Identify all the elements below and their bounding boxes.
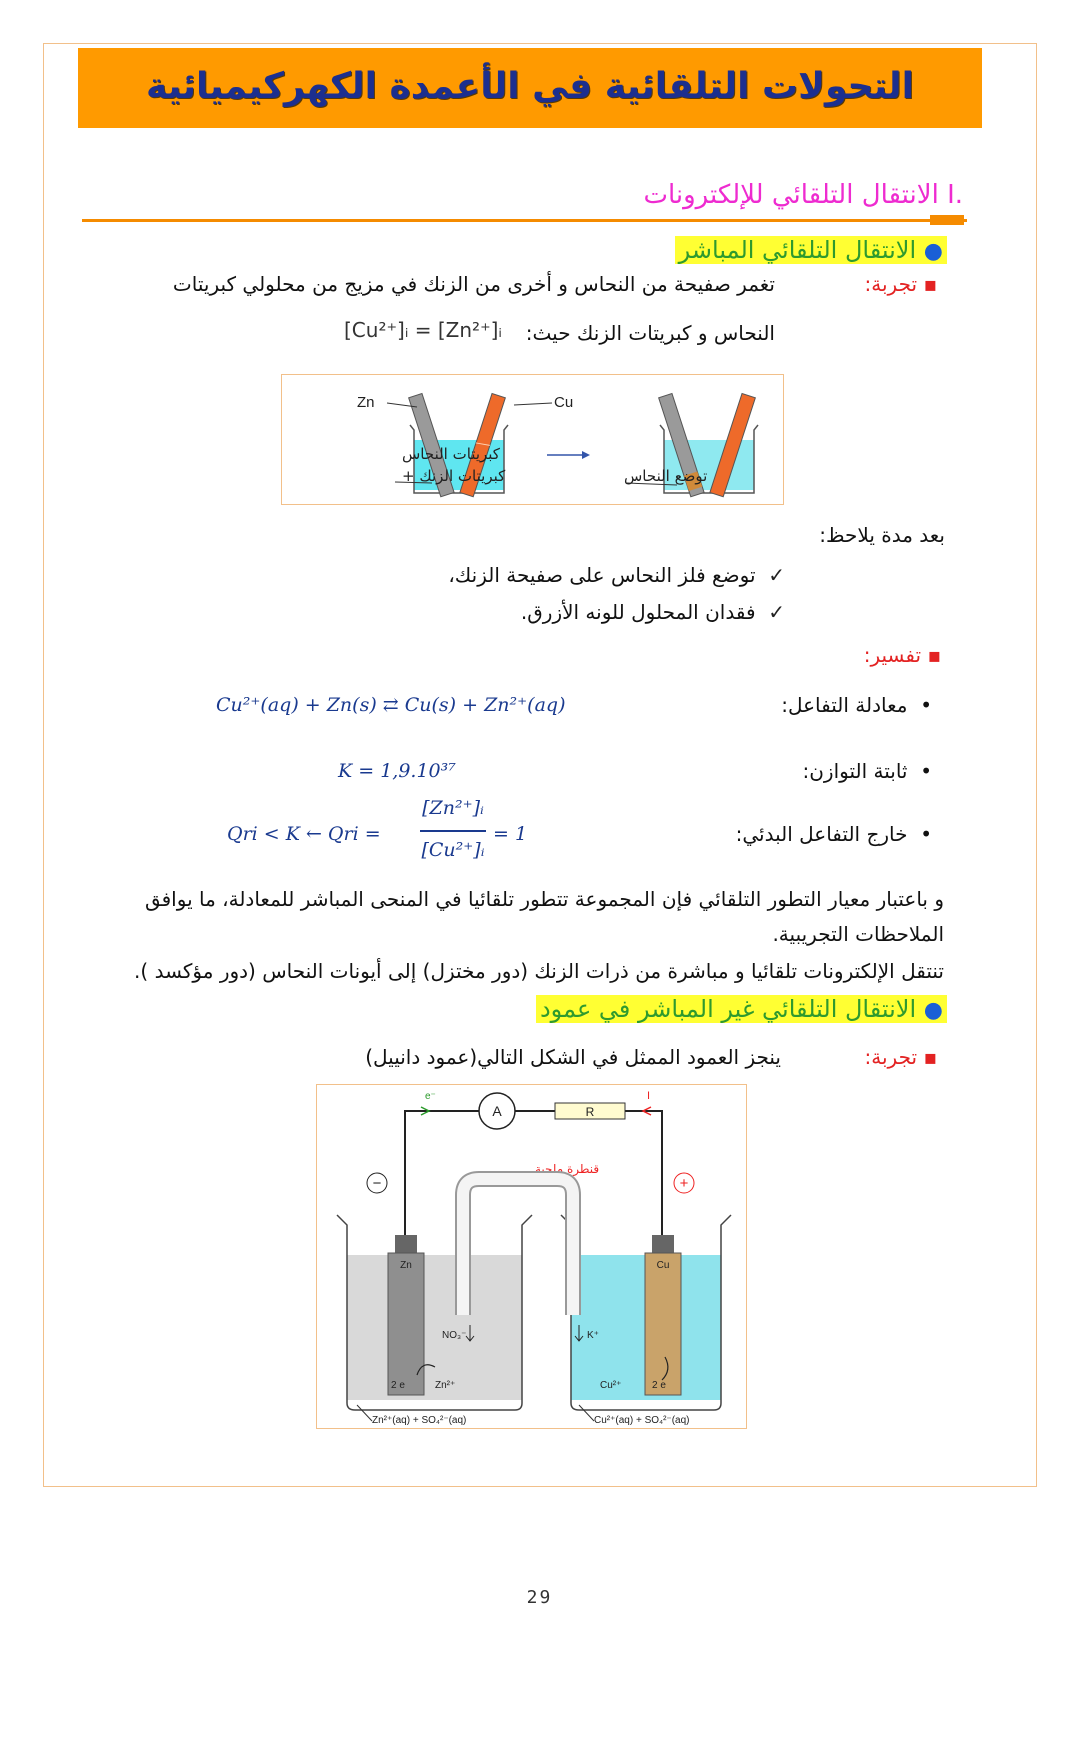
dot-bullet-icon: • (920, 693, 932, 717)
experiment-text-line1: تغمر صفيحة من النحاس و أخرى من الزنك في مزيج من محلولي كبريتات (172, 272, 775, 296)
check-icon: ✓ (768, 563, 785, 587)
observation-intro: بعد مدة يلاحظ: (819, 523, 945, 547)
square-bullet-icon: ▪ (923, 272, 937, 296)
nitrate-ion-label: NO₃⁻ (442, 1330, 467, 1341)
copper-electrode (645, 1253, 681, 1395)
experiment-label: ▪ تجربة: (864, 272, 937, 296)
zinc-electrode (388, 1253, 424, 1395)
zinc-clamp (395, 1235, 417, 1253)
section-title-text: الانتقال التلقائي للإلكترونات (643, 180, 939, 210)
subheading-direct (675, 236, 947, 264)
bullet-icon: ● (923, 239, 943, 264)
wire-right (625, 1111, 662, 1235)
figure-direct-svg (282, 375, 782, 503)
initial-quotient-label: • خارج التفاعل البدئي: (735, 822, 932, 846)
fraction-bar (420, 830, 486, 832)
conclusion-line1: و باعتبار معيار التطور التلقائي فإن المجموعة تتطور تلقائيا في المنحى المباشر للمعادلة، ما يوافق (144, 887, 944, 911)
svg-text:Cu: Cu (656, 1260, 670, 1271)
electrons-right-label: 2 e (652, 1380, 666, 1391)
subheading-direct-text: الانتقال التلقائي المباشر (678, 236, 917, 264)
section-rule (82, 219, 967, 222)
solution-label-line2: كبريتات الزنك + (402, 467, 506, 485)
zinc-solution (347, 1255, 522, 1400)
quotient-relation: Qri < K ← Qri = (227, 823, 381, 845)
section-number: .I (947, 180, 963, 210)
svg-text:A: A (492, 1103, 502, 1119)
experiment2-text: ينجز العمود الممثل في الشكل التالي(عمود دانييل) (365, 1045, 781, 1069)
experiment2-label: ▪ تجربة: (864, 1045, 937, 1069)
subheading-indirect-text: الانتقال التلقائي غير المباشر في عمود (539, 995, 917, 1023)
section-rule-tab (930, 215, 964, 225)
quotient-numerator: [Zn²⁺]ᵢ (422, 797, 484, 819)
observation-item-1: ✓ توضع فلز النحاس على صفيحة الزنك، (448, 563, 785, 587)
conclusion-line2: الملاحظات التجريبية. (772, 922, 944, 946)
svg-text:Zn: Zn (400, 1260, 412, 1271)
figure-direct-transfer (281, 374, 784, 505)
zinc-ion-label: Zn²⁺ (435, 1380, 456, 1391)
salt-bridge-label: قنطرة ملحية (534, 1162, 600, 1176)
figure-daniell-cell (316, 1084, 747, 1429)
reaction-equation-label: • معادلة التفاعل: (781, 693, 932, 717)
concentration-formula: [Cu²⁺]ᵢ = [Zn²⁺]ᵢ (344, 318, 502, 342)
daniell-cell-svg (317, 1085, 745, 1427)
reaction-equation: Cu²⁺(aq) + Zn(s) ⇄ Cu(s) + Zn²⁺(aq) (216, 694, 566, 716)
observation-item-2: ✓ فقدان المحلول للونه الأزرق. (520, 600, 785, 624)
svg-text:R: R (585, 1105, 595, 1119)
electron-label: e⁻ (425, 1091, 436, 1102)
copper-ion-label: Cu²⁺ (600, 1380, 622, 1391)
dot-bullet-icon: • (920, 822, 932, 846)
equilibrium-constant-label: • ثابتة التوازن: (802, 759, 932, 783)
conclusion-line3: تنتقل الإلكترونات تلقائيا و مباشرة من ذرات الزنك (دور مختزل) إلى أيونات النحاس (دور مؤكسد ). (134, 959, 944, 983)
zinc-solution-label: Zn²⁺(aq) + SO₄²⁻(aq) (372, 1415, 467, 1426)
svg-text:−: − (372, 1175, 382, 1192)
check-icon: ✓ (768, 600, 785, 624)
page-title: التحولات التلقائية في الأعمدة الكهركيميائية (145, 66, 915, 107)
copper-solution-label: Cu²⁺(aq) + SO₄²⁻(aq) (594, 1415, 690, 1426)
equilibrium-constant-value: K = 1,9.10³⁷ (338, 760, 456, 782)
zn-label: Zn (357, 394, 375, 411)
cu-label: Cu (554, 394, 574, 411)
interpretation-label: ▪ تفسير: (863, 643, 941, 667)
dot-bullet-icon: • (920, 759, 932, 783)
square-bullet-icon: ▪ (927, 643, 941, 667)
experiment-text-line2: النحاس و كبريتات الزنك حيث: (525, 321, 775, 345)
header-banner (78, 48, 982, 128)
quotient-value: = 1 (493, 823, 528, 845)
deposit-label: توضع النحاس (624, 467, 708, 485)
subheading-indirect (536, 995, 947, 1023)
electrons-left-label: 2 e (391, 1380, 405, 1391)
page-number: 29 (526, 1587, 553, 1608)
solution-label-line1: كبريتات النحاس (402, 445, 500, 463)
potassium-ion-label: K⁺ (587, 1330, 599, 1341)
svg-text:+: + (679, 1175, 689, 1192)
copper-clamp (652, 1235, 674, 1253)
current-label: I (647, 1090, 651, 1102)
bullet-icon: ● (923, 998, 943, 1023)
square-bullet-icon: ▪ (923, 1045, 937, 1069)
section-title (643, 180, 963, 210)
quotient-denominator: [Cu²⁺]ᵢ (421, 839, 485, 861)
